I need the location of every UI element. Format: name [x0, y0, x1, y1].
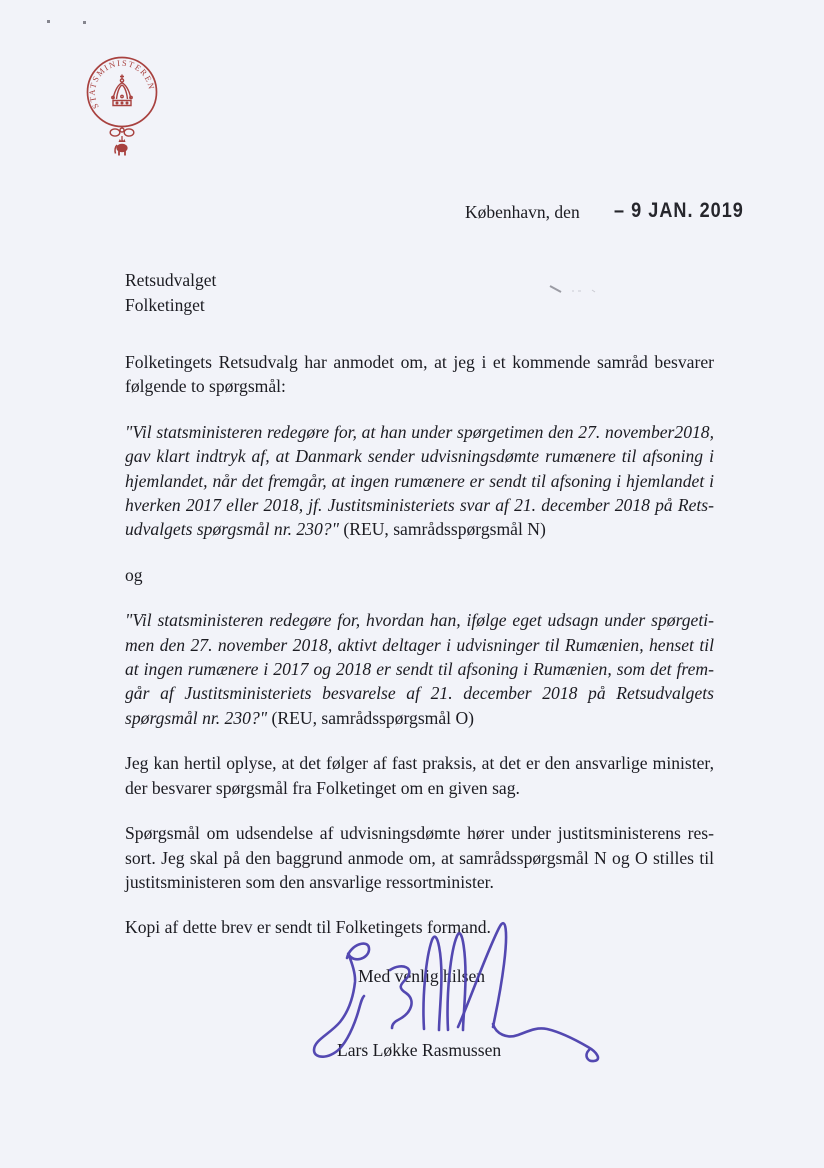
recipient-block [125, 268, 216, 317]
elephant-pendant-icon [115, 136, 128, 156]
pen-scribble [548, 283, 608, 297]
dateline-label: København, den [465, 202, 580, 222]
signer-name: Lars Løkke Rasmussen [337, 1040, 502, 1060]
paragraph-copy: Kopi af dette brev er sendt til Folketingets formand. [125, 917, 491, 938]
quote-question-o [125, 608, 714, 730]
date-stamp: – 9 JAN. 2019 [613, 199, 744, 222]
paragraph-ressort: Spørgsmål om udsendelse af udvisningsdømte hører under justitsministerens ressort. Jeg skal på den baggrund anmode om, at samrådsspørgsmål N og O stilles til justitsministeren som den ansvarlige ressortminister. [125, 823, 714, 892]
salutation: Med venlig hilsen [358, 966, 486, 986]
punch-mark [47, 20, 50, 23]
seal-text: STATSMINISTEREN [87, 58, 157, 111]
seal-graphic [84, 54, 164, 164]
statsministeren-seal [84, 54, 164, 169]
quote-n-reference: (REU, samrådsspørgsmål N) [338, 519, 546, 540]
quote-o-text: "Vil statsministeren redegøre for, hvordan han, ifølge eget udsagn under spørgetimen den 27. november 2018, aktivt deltager i udvisninger til Rumænien, henset til at ingen rumænere i 2017 og 2018 er sendt til afsoning i Rumænien, som det fremgår af Justitsministeriets besvarelse af 21. december 2018 på Retsudvalgets spørgsmål nr. 230?" [125, 610, 714, 728]
paragraph-practice: Jeg kan hertil oplyse, at det følger af fast praksis, at det er den ansvarlige minister, der besvarer spørgsmål fra Folketinget om en given sag. [125, 753, 714, 798]
quote-n-text: "Vil statsministeren redegøre for, at han under spørgetimen den 27. november2018, gav klart indtryk af, at Danmark sender udvisningsdømte rumænere til afsoning i hjemlandet, når det fremgår, at ingen rumænere er sendt til afsoning i hjemlandet i hverken 2017 eller 2018, jf. Justitsministeriets svar af 21. december 2018 på Retsudvalgets spørgsmål nr. 230?" [125, 421, 714, 540]
recipient-line-parliament: Folketinget [125, 294, 205, 315]
letter-body [125, 350, 714, 961]
crown-icon [112, 75, 132, 106]
punch-mark [83, 21, 86, 24]
seal-rings [88, 58, 157, 127]
recipient-line-committee: Retsudvalget [125, 270, 217, 290]
dateline [465, 200, 765, 224]
quote-o-reference: (REU, samrådsspørgsmål O) [267, 707, 475, 728]
chain-icon [110, 128, 134, 136]
paragraph-intro: Folketingets Retsudvalg har anmodet om, at jeg i et kommende samråd besvarer følgende to spørgsmål: [125, 352, 714, 397]
quote-question-n [125, 420, 714, 542]
quote-connector: og [125, 564, 143, 585]
